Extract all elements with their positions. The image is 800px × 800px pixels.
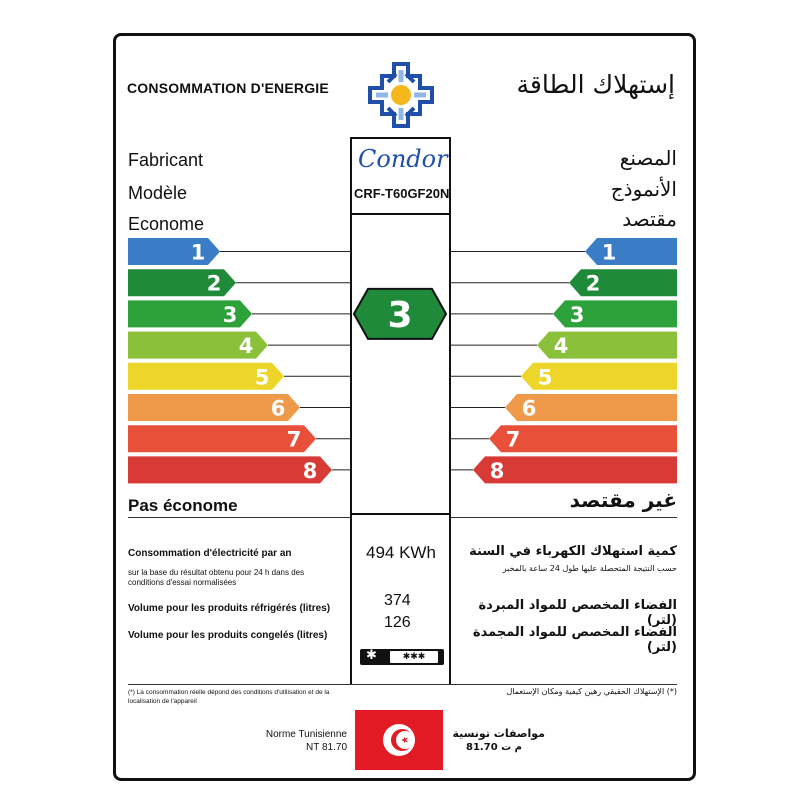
model-value: CRF-T60GF20N: [354, 186, 450, 201]
consumption-label-ar: كمية استهلاك الكهرباء في السنة: [469, 544, 677, 559]
consumption-note-ar: حسب النتيجة المتحصلة عليها طول 24 ساعة بالمخبر: [502, 564, 677, 573]
left-class-label-3: 3: [222, 302, 238, 327]
right-class-label-3: 3: [569, 302, 585, 327]
tunisia-flag-icon: [355, 710, 443, 770]
right-class-bar-1: [585, 238, 677, 265]
left-class-bar-1: [128, 238, 220, 265]
rating-label: 3: [387, 294, 413, 336]
rule-right: [451, 517, 677, 518]
inefficient-label-fr: Pas économe: [128, 496, 238, 515]
brand-logo: Condor: [358, 145, 448, 173]
consumption-value: 494 KWh: [366, 543, 436, 562]
left-class-label-8: 8: [302, 458, 318, 483]
left-class-label-4: 4: [238, 334, 254, 359]
norm-fr-line2: NT 81.70: [306, 742, 347, 753]
title-ar: إستهلاك الطاقة: [516, 70, 675, 99]
rule-left: [128, 517, 350, 518]
left-class-label-7: 7: [286, 427, 302, 452]
consumption-note-fr: sur la base du résultat obtenu pour 24 h dans des conditions d'essai normalisées: [128, 568, 305, 587]
right-class-label-7: 7: [505, 427, 521, 452]
left-class-label-6: 6: [270, 396, 286, 421]
triple-star-icon: ✱✱✱: [390, 651, 438, 663]
freezer-star-rating: [360, 649, 444, 665]
manufacturer-label-ar: المصنع: [619, 146, 677, 170]
model-label-ar: الأنموذج: [610, 177, 677, 201]
norm-fr-line1: Norme Tunisienne: [265, 729, 347, 740]
right-class-label-2: 2: [585, 271, 601, 296]
left-class-label-5: 5: [254, 365, 270, 390]
consumption-label-fr: Consommation d'électricité par an: [128, 548, 292, 559]
single-star-icon: ✱: [366, 648, 377, 663]
right-class-label-5: 5: [537, 365, 553, 390]
right-class-label-1: 1: [601, 240, 617, 265]
left-class-label-1: 1: [190, 240, 206, 265]
footnote-ar: (*) الإستهلاك الحقيقي رهين كيفية ومكان الإستعمال: [506, 687, 677, 696]
frozen-volume-label-fr: Volume pour les produits congelés (litres): [128, 630, 328, 641]
footnote-fr: (*) La consommation réelle dépond des conditions d'utilisation et de la localisation de l'appareil: [128, 689, 330, 705]
efficient-label-ar: مقتصد: [622, 207, 677, 231]
model-label-fr: Modèle: [128, 183, 188, 203]
right-class-label-4: 4: [553, 334, 569, 359]
fresh-volume-label-fr: Volume pour les produits réfrigérés (litres): [128, 603, 331, 614]
frozen-volume-label-ar: الفضاء المخصص للمواد المجمدة (لتر): [472, 625, 677, 655]
norm-ar-line2: م ت 81.70: [466, 742, 522, 753]
efficient-label-fr: Econome: [128, 214, 205, 234]
right-class-label-8: 8: [489, 458, 505, 483]
left-class-bar-8: [128, 456, 332, 483]
frozen-volume-value: 126: [384, 614, 411, 631]
title-fr: CONSOMMATION D'ENERGIE: [127, 80, 329, 96]
right-class-label-6: 6: [521, 396, 537, 421]
inefficient-label-ar: غير مقتصد: [569, 488, 677, 512]
rule-footnote: [128, 684, 677, 685]
fresh-volume-label-ar: الفضاء المخصص للمواد المبردة (لتر): [478, 598, 677, 628]
fresh-volume-value: 374: [384, 592, 411, 609]
manufacturer-label-fr: Fabricant: [128, 150, 204, 170]
norm-ar-line1: مواصفات تونسية: [452, 727, 545, 740]
left-class-label-2: 2: [206, 271, 222, 296]
